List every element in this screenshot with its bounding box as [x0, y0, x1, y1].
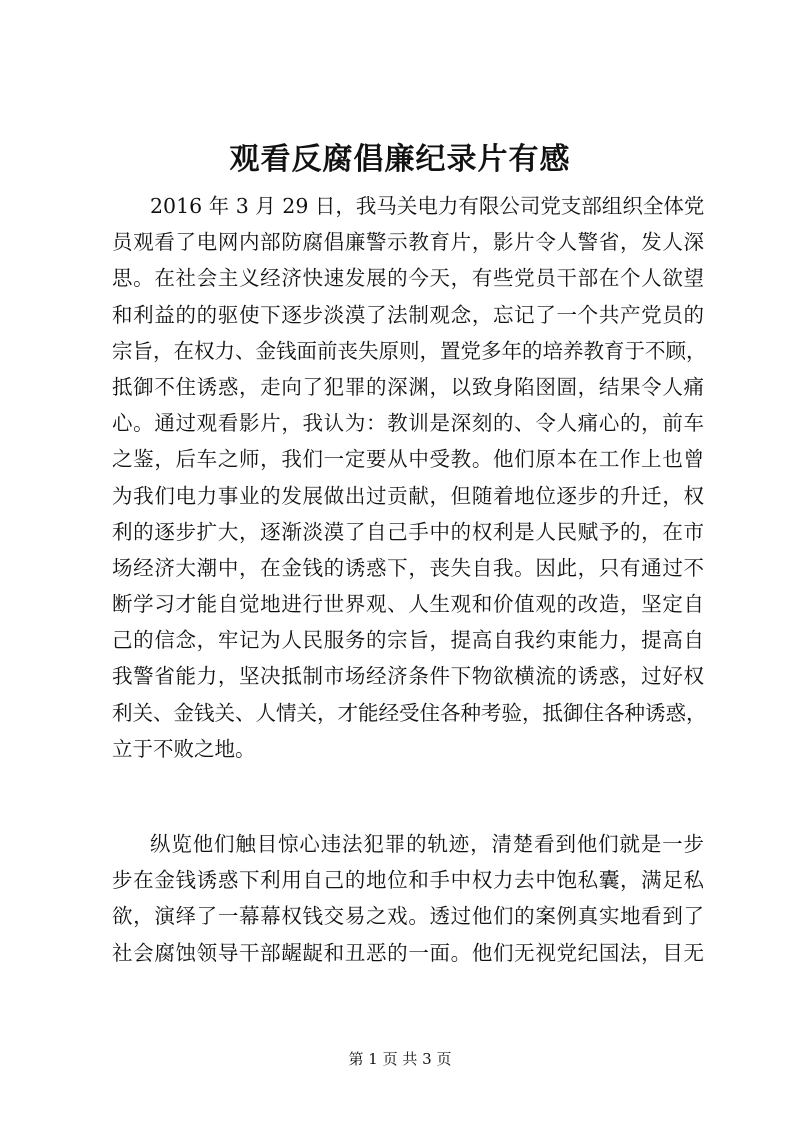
paragraph-line: 和利益的的驱使下逐步淡漠了法制观念，忘记了一个共产党员的	[112, 302, 704, 327]
paragraph-line: 己的信念，牢记为人民服务的宗旨，提高自我约束能力，提高自	[112, 628, 704, 653]
paragraph-line: 抵御不住诱惑，走向了犯罪的深渊，以致身陷囹圄，结果令人痛	[112, 374, 704, 399]
document-title: 观看反腐倡廉纪录片有感	[229, 142, 571, 177]
page-footer: 第 1 页 共 3 页	[348, 1050, 452, 1068]
paragraph-line: 为我们电力事业的发展做出过贡献，但随着地位逐步的升迁，权	[112, 483, 704, 508]
paragraph-line: 场经济大潮中，在金钱的诱惑下，丧失自我。因此，只有通过不	[112, 555, 704, 580]
paragraph-line: 2016 年 3 月 29 日，我马关电力有限公司党支部组织全体党	[150, 194, 705, 218]
paragraph-line: 员观看了电网内部防腐倡廉警示教育片，影片令人警省，发人深	[112, 230, 704, 255]
paragraph-line: 社会腐蚀领导干部龌龊和丑恶的一面。他们无视党纪国法，目无	[112, 940, 704, 965]
paragraph-line: 利关、金钱关、人情关，才能经受住各种考验，抵御住各种诱惑，	[112, 700, 707, 725]
paragraph-line: 纵览他们触目惊心违法犯罪的轨迹，清楚看到他们就是一步	[150, 832, 704, 856]
paragraph-line: 宗旨，在权力、金钱面前丧失原则，置党多年的培养教育于不顾，	[112, 338, 707, 363]
paragraph-line: 利的逐步扩大，逐渐淡漠了自己手中的权利是人民赋予的，在市	[112, 519, 704, 544]
paragraph-line: 步在金钱诱惑下利用自己的地位和手中权力去中饱私囊，满足私	[112, 868, 704, 893]
paragraph-1	[112, 188, 707, 767]
paragraph-line: 思。在社会主义经济快速发展的今天，有些党员干部在个人欲望	[112, 266, 704, 291]
paragraph-line: 之鉴，后车之师，我们一定要从中受教。他们原本在工作上也曾	[112, 447, 704, 472]
paragraph-line: 心。通过观看影片，我认为：教训是深刻的、令人痛心的，前车	[112, 411, 704, 436]
paragraph-2	[112, 826, 704, 971]
paragraph-line: 断学习才能自觉地进行世界观、人生观和价值观的改造，坚定自	[112, 592, 704, 617]
paragraph-line: 欲，演绎了一幕幕权钱交易之戏。透过他们的案例真实地看到了	[112, 904, 704, 929]
paragraph-line: 立于不败之地。	[112, 736, 256, 761]
paragraph-line: 我警省能力，坚决抵制市场经济条件下物欲横流的诱惑，过好权	[112, 664, 704, 689]
